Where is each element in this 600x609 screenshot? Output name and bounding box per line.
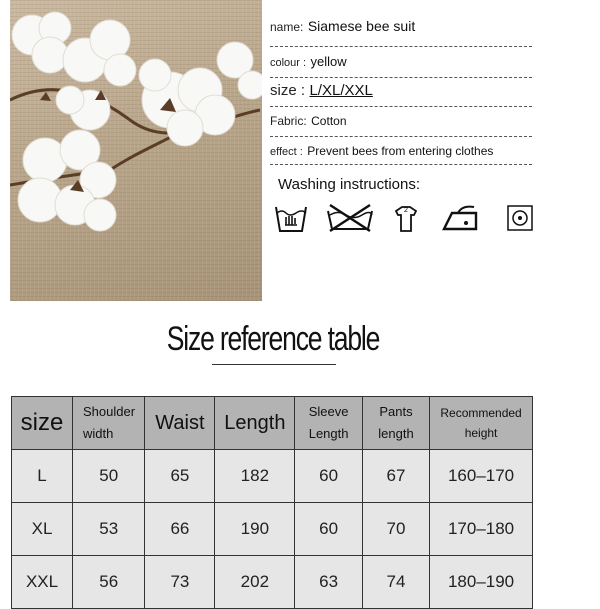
- cell-shoulder-width: 53: [73, 503, 145, 556]
- washing-icons: [274, 203, 534, 239]
- cell-waist: 66: [145, 503, 215, 556]
- do-not-wash-icon: [326, 203, 374, 238]
- hang-dry-icon: [392, 203, 420, 238]
- spec-name-row: [270, 18, 532, 47]
- cell-shoulder-width: 56: [73, 556, 145, 609]
- cell-size: XXL: [12, 556, 73, 609]
- name-label: name:: [270, 20, 304, 34]
- table-header-row: [12, 397, 533, 450]
- cell-pants-length: 74: [362, 556, 429, 609]
- cell-length: 182: [215, 450, 295, 503]
- spec-size-row: [270, 82, 532, 107]
- iron-icon: [440, 203, 482, 238]
- header-recommended-height: Recommended height: [430, 397, 533, 450]
- cell-recommended-height: 160–170: [430, 450, 533, 503]
- washing-title: Washing instructions:: [278, 176, 421, 193]
- cell-length: 190: [215, 503, 295, 556]
- cell-recommended-height: 180–190: [430, 556, 533, 609]
- cell-sleeve-length: 60: [295, 450, 362, 503]
- size-table-title: Size reference table: [166, 320, 380, 358]
- spec-colour-row: [270, 53, 532, 78]
- header-waist: Waist: [145, 397, 215, 450]
- product-name: Siamese bee suit: [307, 18, 416, 34]
- spec-fabric-row: [270, 112, 532, 137]
- tumble-dry-icon: [506, 203, 534, 238]
- product-fabric: Cotton: [311, 114, 347, 128]
- effect-label: effect :: [270, 146, 303, 158]
- cell-pants-length: 70: [362, 503, 429, 556]
- header-size: size: [12, 397, 73, 450]
- cell-length: 202: [215, 556, 295, 609]
- header-sleeve-length: Sleeve Length: [295, 397, 362, 450]
- cell-size: L: [12, 450, 73, 503]
- size-reference-table: [11, 396, 533, 609]
- table-row: [12, 503, 533, 556]
- product-colour: yellow: [310, 54, 347, 69]
- header-length: Length: [215, 397, 295, 450]
- product-size: L/XL/XXL: [309, 82, 373, 99]
- cell-shoulder-width: 50: [73, 450, 145, 503]
- title-underline: [212, 364, 336, 365]
- header-pants-length: Pants length: [362, 397, 429, 450]
- colour-label: colour :: [270, 57, 307, 69]
- table-row: [12, 556, 533, 609]
- cell-waist: 65: [145, 450, 215, 503]
- svg-text:2: 2: [404, 207, 408, 214]
- cell-recommended-height: 170–180: [430, 503, 533, 556]
- cell-sleeve-length: 63: [295, 556, 362, 609]
- hand-wash-icon: [274, 203, 308, 238]
- product-effect: Prevent bees from entering clothes: [307, 144, 494, 158]
- size-label: size :: [270, 82, 306, 99]
- cell-sleeve-length: 60: [295, 503, 362, 556]
- cell-pants-length: 67: [362, 450, 429, 503]
- cell-waist: 73: [145, 556, 215, 609]
- table-row: [12, 450, 533, 503]
- spec-effect-row: [270, 142, 532, 165]
- header-shoulder-width: Shoulder width: [73, 397, 145, 450]
- cell-size: XL: [12, 503, 73, 556]
- cotton-photo: [10, 0, 262, 301]
- fabric-label: Fabric:: [270, 114, 307, 128]
